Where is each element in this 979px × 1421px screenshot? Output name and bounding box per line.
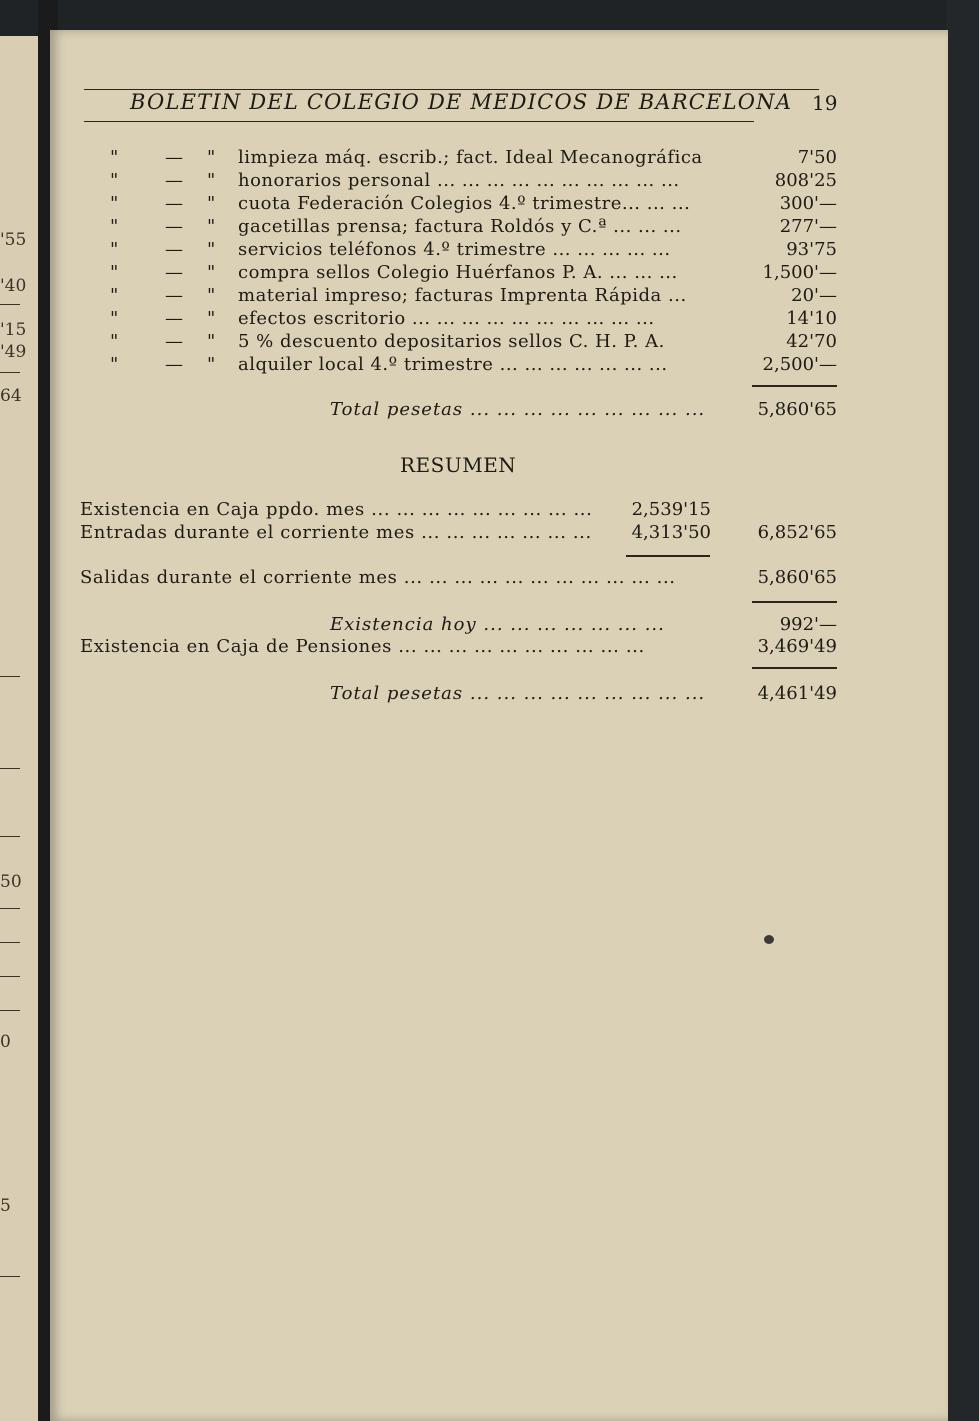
dash: — xyxy=(165,285,183,306)
facing-page-rule xyxy=(0,676,20,677)
facing-page-rule xyxy=(0,908,20,909)
dash: — xyxy=(165,308,183,329)
expense-description: 5 % descuento depositarios sellos C. H. P. A. xyxy=(238,331,665,352)
facing-page-fragment: '40 xyxy=(0,276,27,296)
sum-rule xyxy=(752,601,837,603)
ditto-mark: " xyxy=(207,354,216,375)
expense-row xyxy=(0,354,979,378)
ditto-mark: " xyxy=(110,193,119,214)
ditto-mark: " xyxy=(110,216,119,237)
facing-page-rule xyxy=(0,942,20,943)
expense-amount: 300'— xyxy=(779,193,837,214)
expense-amount: 42'70 xyxy=(786,331,837,352)
dash: — xyxy=(165,262,183,283)
ditto-mark: " xyxy=(110,308,119,329)
expense-amount: 808'25 xyxy=(774,170,837,191)
ditto-mark: " xyxy=(207,170,216,191)
total-label: Total pesetas ... ... ... ... ... ... ... ... ... xyxy=(330,399,706,420)
expense-description: servicios teléfonos 4.º trimestre ... ... ... ... ... xyxy=(238,239,671,260)
ink-blot xyxy=(764,935,774,944)
resumen-row xyxy=(0,614,979,638)
expense-amount: 20'— xyxy=(791,285,837,306)
ditto-mark: " xyxy=(207,285,216,306)
expense-row xyxy=(0,239,979,263)
page-number: 19 xyxy=(812,91,838,115)
expense-row xyxy=(0,285,979,309)
expense-row xyxy=(0,308,979,332)
resumen-subtotal: 6,852'65 xyxy=(757,522,837,543)
facing-page-rule xyxy=(0,1010,20,1011)
expense-amount: 2,500'— xyxy=(762,354,837,375)
dash: — xyxy=(165,239,183,260)
expense-amount: 14'10 xyxy=(786,308,837,329)
ditto-mark: " xyxy=(207,308,216,329)
ditto-mark: " xyxy=(207,262,216,283)
ditto-mark: " xyxy=(207,147,216,168)
expense-description: efectos escritorio ... ... ... ... ... ... ... ... ... ... xyxy=(238,308,655,329)
ditto-mark: " xyxy=(110,262,119,283)
ditto-mark: " xyxy=(207,216,216,237)
ditto-mark: " xyxy=(110,239,119,260)
total-amount: 4,461'49 xyxy=(757,683,837,704)
section-heading: RESUMEN xyxy=(400,453,517,477)
dash: — xyxy=(165,216,183,237)
expense-row xyxy=(0,193,979,217)
ditto-mark: " xyxy=(207,193,216,214)
expense-row xyxy=(0,262,979,286)
facing-page-fragment: 50 xyxy=(0,872,22,892)
facing-page-rule xyxy=(0,768,20,769)
resumen-amount: 2,539'15 xyxy=(631,499,711,520)
facing-page-fragment: 5 xyxy=(0,1196,11,1216)
sum-rule xyxy=(626,555,710,557)
facing-page-fragment: '49 xyxy=(0,342,27,362)
ditto-mark: " xyxy=(110,331,119,352)
resumen-amount: 5,860'65 xyxy=(757,567,837,588)
resumen-label: Existencia en Caja de Pensiones ... ... ... ... ... ... ... ... ... ... xyxy=(80,636,645,657)
facing-page-fragment: '55 xyxy=(0,230,27,250)
expense-amount: 7'50 xyxy=(797,147,837,168)
expense-description: alquiler local 4.º trimestre ... ... ... ... ... ... ... xyxy=(238,354,668,375)
resumen-row xyxy=(0,499,979,523)
expense-description: limpieza máq. escrib.; fact. Ideal Mecanográfica xyxy=(238,147,703,168)
resumen-amount: 3,469'49 xyxy=(757,636,837,657)
resumen-row xyxy=(0,522,979,546)
resumen-label: Existencia en Caja ppdo. mes ... ... ... ... ... ... ... ... ... xyxy=(80,499,593,520)
ditto-mark: " xyxy=(110,147,119,168)
ditto-mark: " xyxy=(110,285,119,306)
running-header: BOLETIN DEL COLEGIO DE MEDICOS DE BARCELONA xyxy=(130,90,793,114)
expense-description: cuota Federación Colegios 4.º trimestre... ... ... xyxy=(238,193,691,214)
facing-page-rule xyxy=(0,836,20,837)
expense-description: honorarios personal ... ... ... ... ... ... ... ... ... ... xyxy=(238,170,680,191)
ditto-mark: " xyxy=(207,239,216,260)
dash: — xyxy=(165,170,183,191)
facing-page-fragment: '15 xyxy=(0,320,27,340)
resumen-label: Existencia hoy ... ... ... ... ... ... ... xyxy=(330,614,665,635)
resumen-amount: 992'— xyxy=(779,614,837,635)
ditto-mark: " xyxy=(110,354,119,375)
expense-amount: 1,500'— xyxy=(762,262,837,283)
facing-page-rule xyxy=(0,976,20,977)
facing-page-fragment: 0 xyxy=(0,1032,11,1052)
resumen-amount: 4,313'50 xyxy=(631,522,711,543)
resumen-total-row xyxy=(0,683,979,707)
dash: — xyxy=(165,147,183,168)
expense-amount: 93'75 xyxy=(786,239,837,260)
total-amount: 5,860'65 xyxy=(757,399,837,420)
dash: — xyxy=(165,193,183,214)
resumen-label: Salidas durante el corriente mes ... ... ... ... ... ... ... ... ... ... ... xyxy=(80,567,676,588)
expense-description: gacetillas prensa; factura Roldós y C.ª ... ... ... xyxy=(238,216,682,237)
expense-row xyxy=(0,216,979,240)
expense-description: compra sellos Colegio Huérfanos P. A. ... ... ... xyxy=(238,262,678,283)
facing-page-fragment: 64 xyxy=(0,386,22,406)
resumen-row xyxy=(0,567,979,591)
ditto-mark: " xyxy=(110,170,119,191)
header-rule-bottom xyxy=(84,121,754,122)
resumen-label: Entradas durante el corriente mes ... ... ... ... ... ... ... xyxy=(80,522,592,543)
dash: — xyxy=(165,354,183,375)
total-expenses-row xyxy=(0,399,979,423)
sum-rule xyxy=(752,667,837,669)
expense-row xyxy=(0,147,979,171)
expense-description: material impreso; facturas Imprenta Rápida ... xyxy=(238,285,687,306)
expense-row xyxy=(0,170,979,194)
sum-rule xyxy=(752,385,837,387)
total-label: Total pesetas ... ... ... ... ... ... ... ... ... xyxy=(330,683,706,704)
ditto-mark: " xyxy=(207,331,216,352)
facing-page-rule xyxy=(0,1276,20,1277)
resumen-row xyxy=(0,636,979,660)
expense-amount: 277'— xyxy=(779,216,837,237)
dash: — xyxy=(165,331,183,352)
expense-row xyxy=(0,331,979,355)
